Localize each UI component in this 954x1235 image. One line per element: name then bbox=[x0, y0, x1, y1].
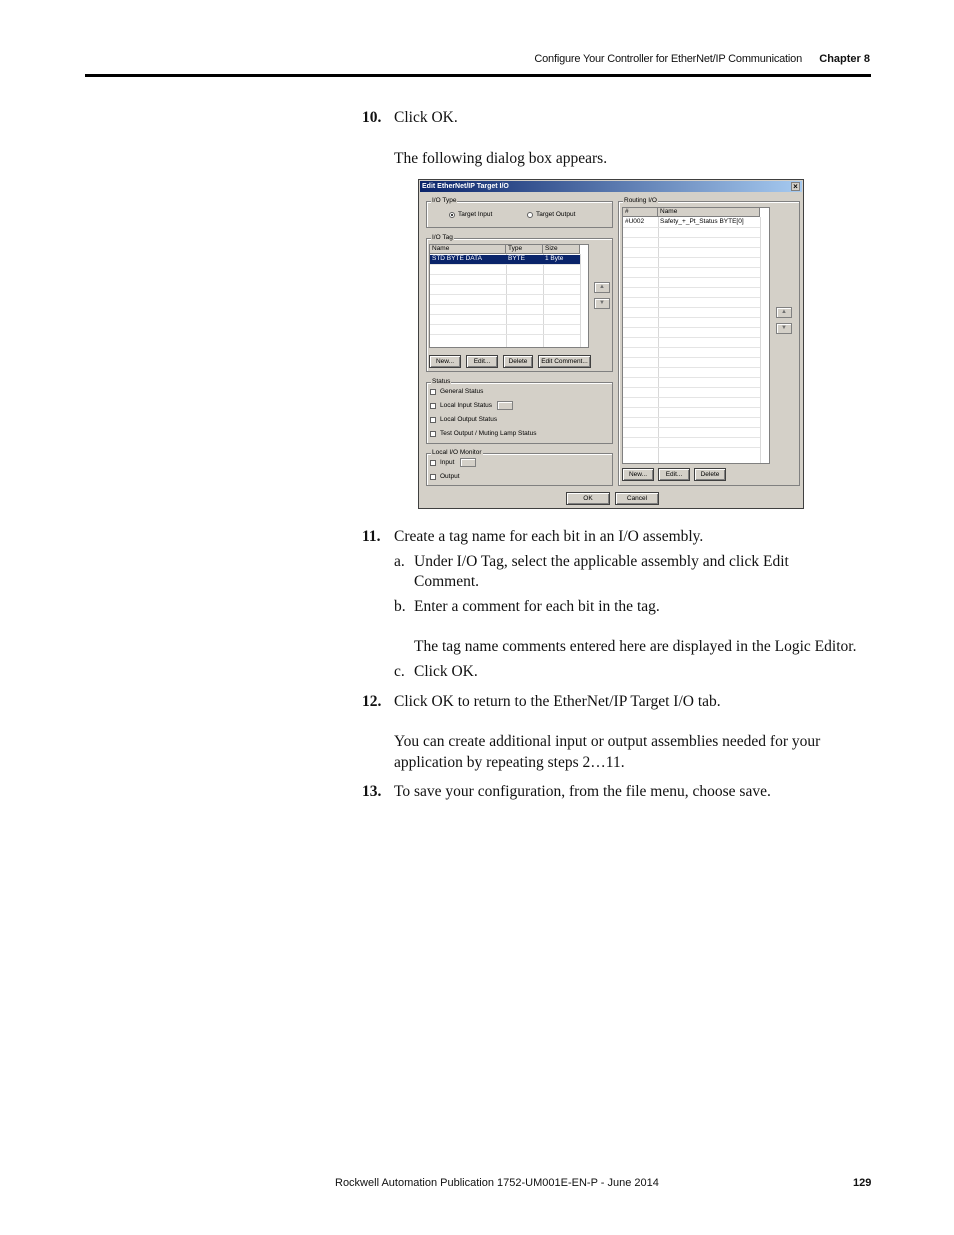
routing-io-col-number[interactable]: # bbox=[623, 208, 658, 217]
local-input-monitor-label: Input bbox=[440, 459, 455, 466]
io-tag-label: I/O Tag bbox=[432, 234, 453, 241]
edit-ethernet-ip-target-io-dialog bbox=[418, 179, 804, 509]
routing-io-group bbox=[618, 197, 800, 486]
io-tag-col-name[interactable]: Name bbox=[430, 245, 506, 254]
routing-move-up-arrow-icon[interactable]: ▲ bbox=[776, 307, 792, 318]
target-input-radio[interactable] bbox=[449, 212, 455, 218]
io-tag-delete-button[interactable]: Delete bbox=[503, 355, 533, 368]
step-11-number: 11. bbox=[362, 528, 381, 545]
step-12-note-line2: application by repeating steps 2…11. bbox=[394, 754, 625, 771]
step-11b-note: The tag name comments entered here are displayed in the Logic Editor. bbox=[414, 638, 857, 655]
dialog-title: Edit EtherNet/IP Target I/O bbox=[422, 183, 509, 190]
step-11a-line2: Comment. bbox=[414, 573, 480, 590]
step-12-note-line1: You can create additional input or output assemblies needed for your bbox=[394, 733, 821, 750]
io-tag-col-size[interactable]: Size bbox=[543, 245, 580, 254]
local-output-monitor-checkbox[interactable] bbox=[430, 474, 436, 480]
local-input-status-label: Local Input Status bbox=[440, 402, 493, 409]
target-output-radio[interactable] bbox=[527, 212, 533, 218]
routing-io-row-name[interactable]: Safety_+_Pt_Status BYTE[0] bbox=[660, 218, 744, 225]
close-icon[interactable]: × bbox=[791, 182, 800, 191]
local-io-monitor-label: Local I/O Monitor bbox=[432, 449, 482, 456]
io-type-group bbox=[426, 197, 613, 228]
io-tag-edit-button[interactable]: Edit... bbox=[466, 355, 498, 368]
local-input-monitor-button[interactable] bbox=[460, 458, 476, 467]
local-input-status-button[interactable] bbox=[497, 401, 513, 410]
io-tag-row-name[interactable]: STD BYTE DATA bbox=[430, 255, 506, 264]
step-13-number: 13. bbox=[362, 783, 382, 800]
io-tag-row-size[interactable]: 1 Byte bbox=[543, 255, 580, 264]
step-11b-letter: b. bbox=[394, 598, 406, 615]
footer-publication: Rockwell Automation Publication 1752-UM001E-EN-P - June 2014 bbox=[335, 1177, 659, 1189]
general-status-checkbox[interactable] bbox=[430, 389, 436, 395]
io-tag-new-button[interactable]: New... bbox=[429, 355, 461, 368]
io-tag-edit-comment-button[interactable]: Edit Comment... bbox=[538, 355, 591, 368]
status-label: Status bbox=[432, 378, 451, 385]
step-10-number: 10. bbox=[362, 109, 382, 126]
step-11c-letter: c. bbox=[394, 663, 405, 680]
step-11-text: Create a tag name for each bit in an I/O assembly. bbox=[394, 528, 704, 545]
step-11a-line1: Under I/O Tag, select the applicable assembly and click Edit bbox=[414, 553, 789, 570]
running-header-title: Configure Your Controller for EtherNet/IP Communication bbox=[534, 53, 802, 65]
local-input-monitor-checkbox[interactable] bbox=[430, 460, 436, 466]
io-type-label: I/O Type bbox=[432, 197, 457, 204]
dialog-titlebar bbox=[420, 181, 802, 192]
routing-io-label: Routing I/O bbox=[624, 197, 657, 204]
step-11b-text: Enter a comment for each bit in the tag. bbox=[414, 598, 660, 615]
io-tag-row-type[interactable]: BYTE bbox=[506, 255, 543, 264]
step-10-text: Click OK. bbox=[394, 109, 458, 126]
routing-move-down-arrow-icon[interactable]: ▼ bbox=[776, 323, 792, 334]
cancel-button[interactable]: Cancel bbox=[615, 492, 659, 505]
target-output-label: Target Output bbox=[536, 211, 576, 218]
running-header-chapter: Chapter 8 bbox=[819, 53, 870, 65]
local-output-status-label: Local Output Status bbox=[440, 416, 498, 423]
test-output-muting-lamp-status-label: Test Output / Muting Lamp Status bbox=[440, 430, 537, 437]
io-tag-col-type[interactable]: Type bbox=[506, 245, 543, 254]
local-output-status-checkbox[interactable] bbox=[430, 417, 436, 423]
routing-io-delete-button[interactable]: Delete bbox=[694, 468, 726, 481]
local-io-monitor-group bbox=[426, 449, 613, 486]
step-11c-text: Click OK. bbox=[414, 663, 478, 680]
page-number: 129 bbox=[853, 1177, 872, 1189]
routing-io-new-button[interactable]: New... bbox=[622, 468, 654, 481]
routing-io-edit-button[interactable]: Edit... bbox=[658, 468, 690, 481]
ok-button[interactable]: OK bbox=[566, 492, 610, 505]
general-status-label: General Status bbox=[440, 388, 484, 395]
test-output-muting-lamp-status-checkbox[interactable] bbox=[430, 431, 436, 437]
io-tag-list[interactable] bbox=[429, 244, 589, 348]
header-rule bbox=[85, 74, 871, 77]
routing-io-col-name[interactable]: Name bbox=[658, 208, 760, 217]
routing-io-row-number[interactable]: #U002 bbox=[625, 218, 645, 225]
target-input-label: Target Input bbox=[458, 211, 493, 218]
status-group bbox=[426, 378, 613, 444]
step-11a-letter: a. bbox=[394, 553, 405, 570]
step-12-number: 12. bbox=[362, 693, 382, 710]
step-13-text: To save your configuration, from the file menu, choose save. bbox=[394, 783, 771, 800]
local-output-monitor-label: Output bbox=[440, 473, 460, 480]
local-input-status-checkbox[interactable] bbox=[430, 403, 436, 409]
io-tag-group bbox=[426, 234, 613, 372]
routing-io-list[interactable] bbox=[622, 207, 770, 464]
move-up-arrow-icon[interactable]: ▲ bbox=[594, 282, 610, 293]
move-down-arrow-icon[interactable]: ▼ bbox=[594, 298, 610, 309]
step-12-text: Click OK to return to the EtherNet/IP Target I/O tab. bbox=[394, 693, 721, 710]
step-10-note: The following dialog box appears. bbox=[394, 150, 608, 167]
